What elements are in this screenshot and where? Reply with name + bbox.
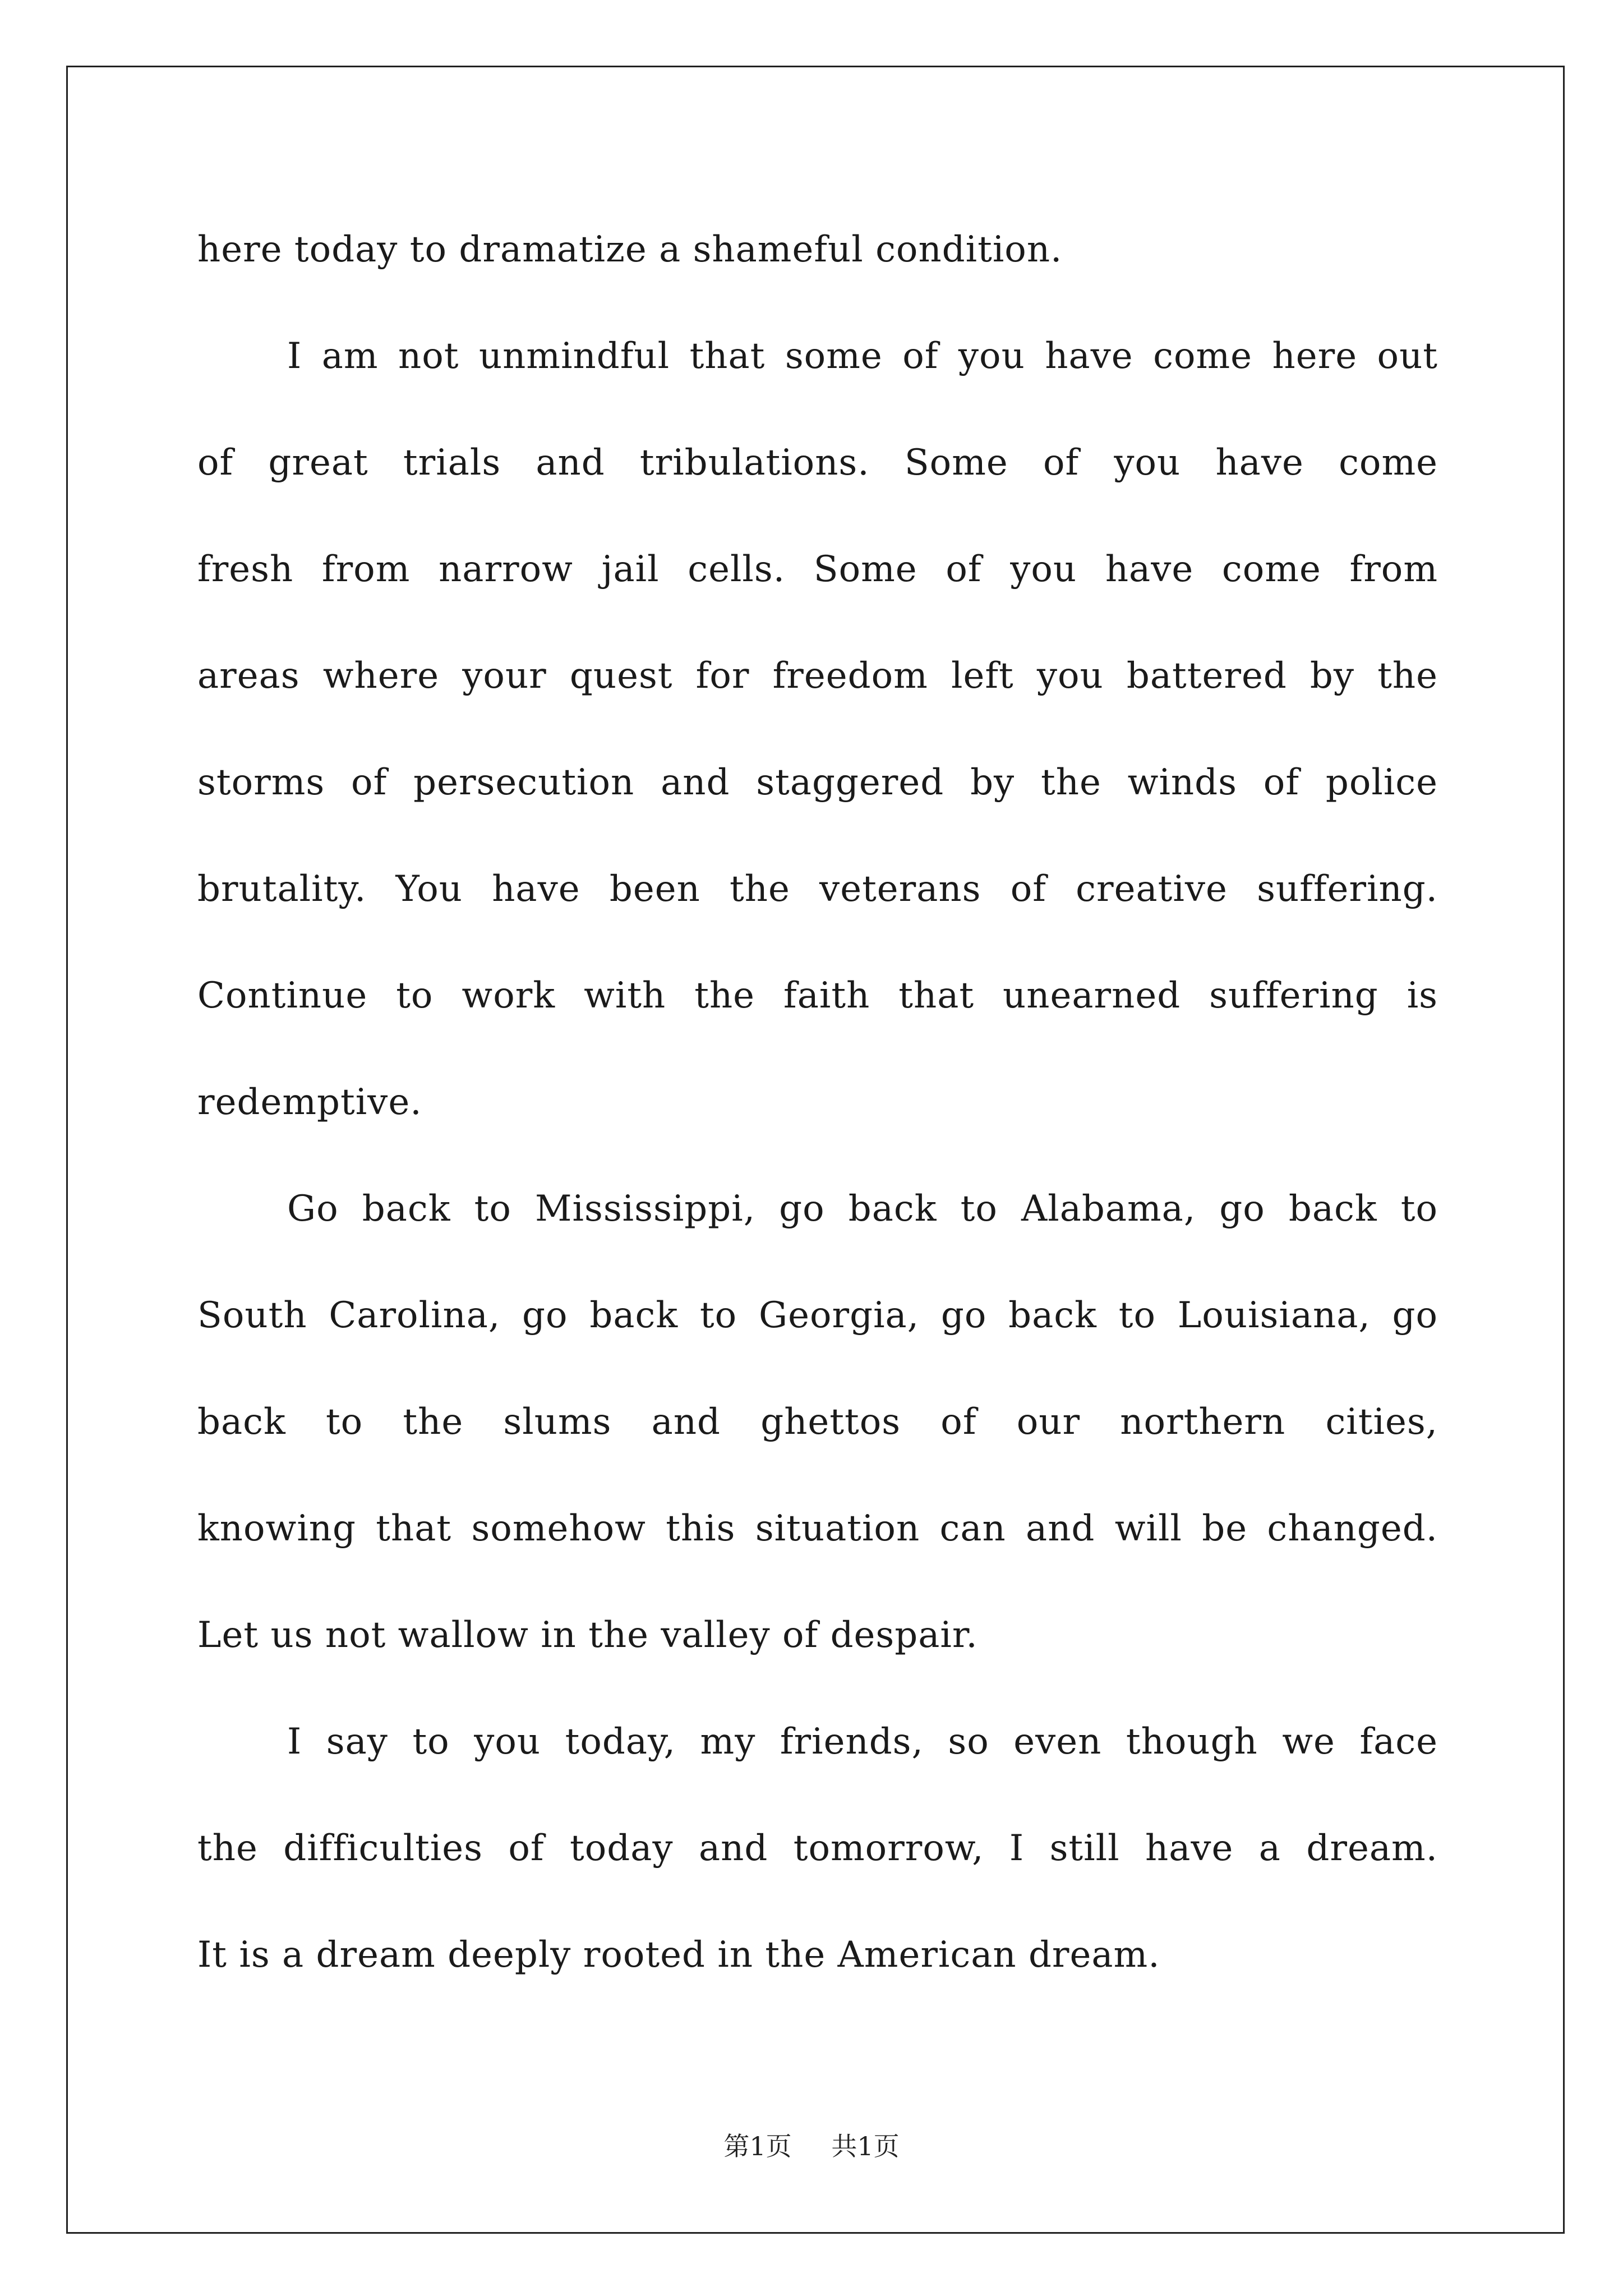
text-line: I am not unmindful that some of you have come here out [287,335,1438,377]
text-line: fresh from narrow jail cells. Some of you have come from [197,549,1438,590]
text-line: redemptive. [197,1082,422,1123]
text-line: brutality. You have been the veterans of creative suffering. [197,868,1438,910]
page-footer [0,2126,1623,2163]
text-line: It is a dream deeply rooted in the American dream. [197,1934,1160,1976]
text-line: Continue to work with the faith that unearned suffering is [197,975,1438,1016]
text-line: areas where your quest for freedom left you battered by the [197,655,1438,697]
text-line: South Carolina, go back to Georgia, go back to Louisiana, go [197,1295,1438,1336]
text-line: storms of persecution and staggered by the winds of police [197,762,1438,803]
text-line: Go back to Mississippi, go back to Alabama, go back to [287,1188,1438,1230]
text-line: of great trials and tribulations. Some of you have come [197,442,1438,484]
page-number: 第1页 [723,2131,792,2161]
text-line: back to the slums and ghettos of our northern cities, [197,1401,1438,1443]
text-line: the difficulties of today and tomorrow, I still have a dream. [197,1828,1438,1869]
page-total: 共1页 [831,2131,900,2161]
text-line: here today to dramatize a shameful condition. [197,229,1063,270]
text-line: knowing that somehow this situation can and will be changed. [197,1508,1438,1549]
text-line: I say to you today, my friends, so even though we face [287,1721,1438,1763]
text-line: Let us not wallow in the valley of despair. [197,1614,978,1656]
document-body [197,216,1438,2028]
